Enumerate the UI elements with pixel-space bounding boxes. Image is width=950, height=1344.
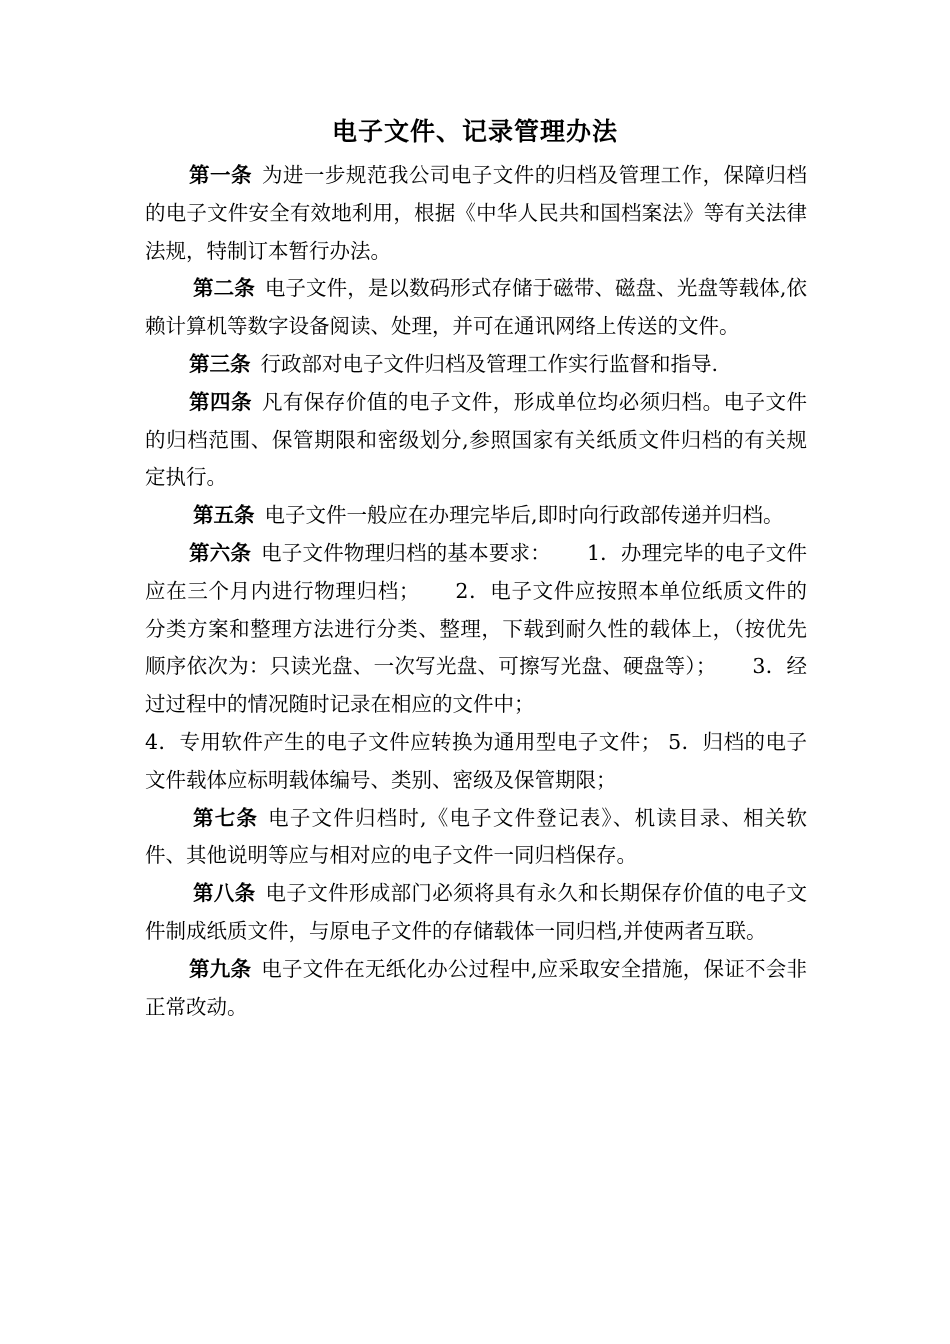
article-6-item-1: 1．办理完毕的电子文件应在三个月内进行物理归档； — [145, 540, 807, 603]
article-6-item-5: 5．归档的电子文件载体应标明载体编号、类别、密级及保管期限； — [145, 729, 807, 792]
article-1 — [145, 157, 807, 270]
article-9-label: 第九条 — [189, 956, 252, 981]
article-3-label: 第三条 — [189, 351, 251, 376]
article-4-text: 凡有保存价值的电子文件，形成单位均必须归档。电子文件的归档范围、保管期限和密级划分,参照国家有关纸质文件归档的有关规定执行。 — [145, 389, 808, 490]
article-7-label: 第七条 — [193, 805, 259, 830]
article-5-label: 第五条 — [193, 503, 255, 528]
article-8-text: 电子文件形成部门必须将具有永久和长期保存价值的电子文件制成纸质文件，与原电子文件的存储载体一同归档,并使两者互联。 — [145, 881, 808, 943]
article-1-label: 第一条 — [189, 163, 252, 187]
article-3-text: 行政部对电子文件归档及管理工作实行监督和指导. — [260, 351, 719, 376]
article-9-text: 电子文件在无纸化办公过程中,应采取安全措施，保证不会非正常改动。 — [145, 956, 808, 1019]
article-2-label: 第二条 — [193, 276, 255, 301]
article-1-text: 为进一步规范我公司电子文件的归档及管理工作，保障归档的电子文件安全有效地利用，根据《中华人民共和国档案法》等有关法律法规，特制订本暂行办法。 — [145, 163, 808, 263]
article-7-text: 电子文件归档时,《电子文件登记表》、机读目录、相关软件、其他说明等应与相对应的电子文件一同归档保存。 — [145, 805, 808, 868]
article-3 — [145, 346, 807, 384]
article-4-label: 第四条 — [189, 389, 252, 414]
article-6-continued — [145, 724, 807, 800]
article-2-text: 电子文件，是以数码形式存储于磁带、磁盘、光盘等载体,依赖计算机等数字设备阅读、处理，并可在通讯网络上传送的文件。 — [145, 276, 808, 339]
article-9 — [145, 951, 807, 1027]
article-8 — [145, 875, 807, 951]
article-6-item-2: 2．电子文件应按照本单位纸质文件的分类方案和整理方法进行分类、整理，下载到耐久性的载体上，（按优先顺序依次为：只读光盘、一次写光盘、可擦写光盘、硬盘等）； — [145, 578, 808, 679]
document-body — [145, 157, 807, 1026]
article-6-intro: 电子文件物理归档的基本要求： — [261, 540, 551, 565]
article-8-label: 第八条 — [193, 881, 256, 906]
article-5-text: 电子文件一般应在办理完毕后,即时向行政部传递并归档。 — [264, 503, 784, 528]
article-7 — [145, 800, 807, 876]
article-2 — [145, 270, 807, 346]
article-6-label: 第六条 — [189, 540, 252, 565]
article-6 — [145, 535, 807, 724]
document-title: 电子文件、记录管理办法 — [331, 117, 618, 146]
article-6-item-3: 3．经过过程中的情况随时记录在相应的文件中； — [145, 654, 807, 717]
article-4 — [145, 384, 807, 497]
article-6-item-4: 4．专用软件产生的电子文件应转换为通用型电子文件； — [145, 729, 662, 754]
article-5 — [145, 497, 807, 535]
